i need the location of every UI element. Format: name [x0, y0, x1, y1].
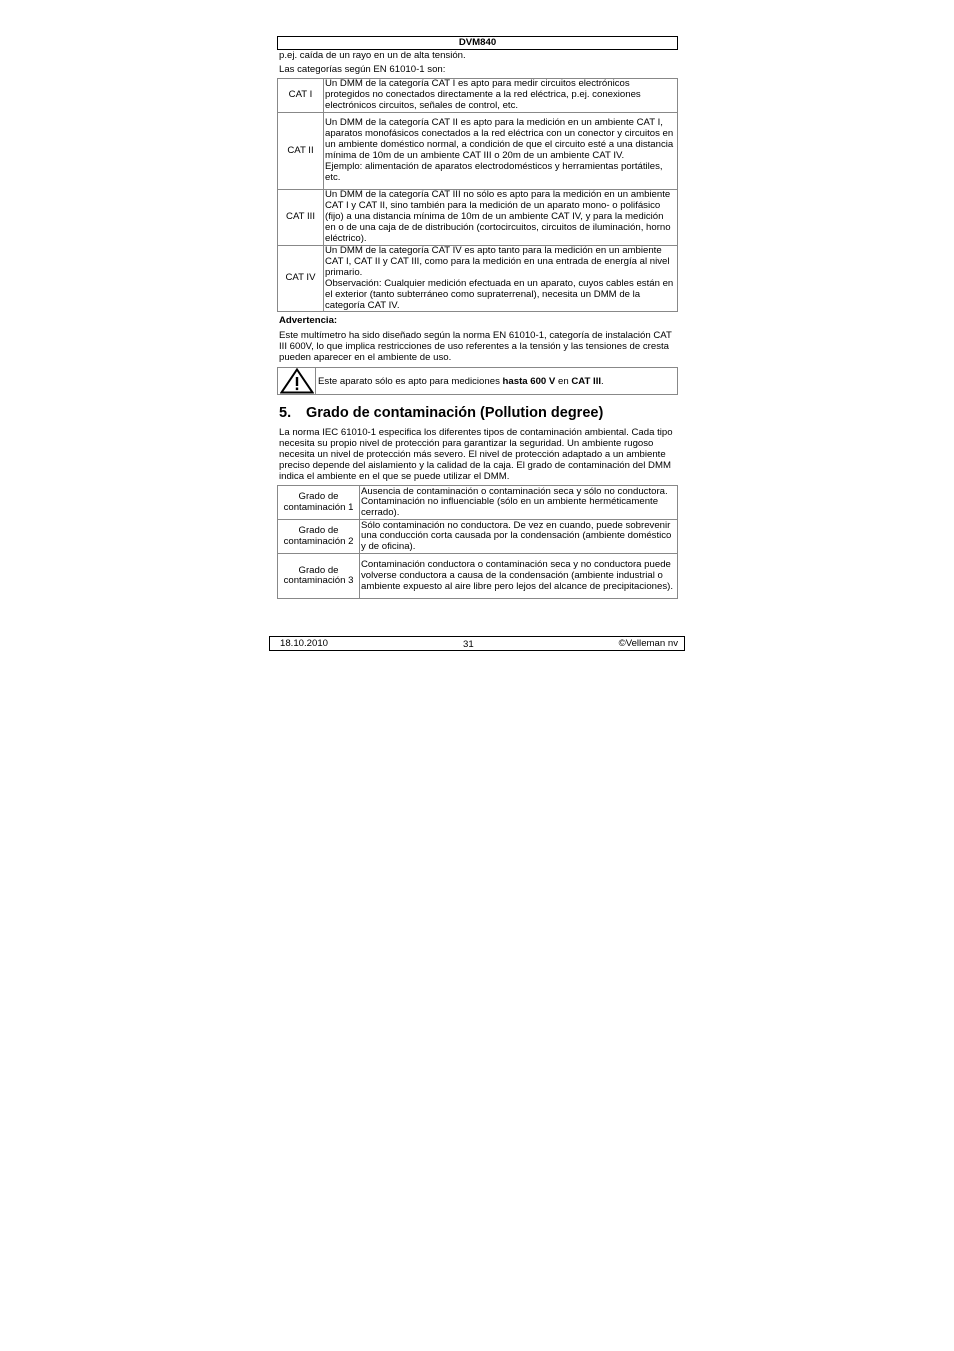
warning-box-text: Este aparato sólo es apto para mediciones hasta 600 V en CAT III. [318, 375, 604, 387]
pollution-label: Grado de contaminación 3 [278, 554, 360, 599]
intro-line-1: p.ej. caída de un rayo en un de alta tensión. [279, 50, 466, 61]
section-5-body: La norma IEC 61010-1 especifica los diferentes tipos de contaminación ambiental. Cada tipo necesita su propio nivel de protección para garantizar la seguridad. Un ambiente rugoso necesita un nivel de protección más severo. El nivel de protección adaptado a un ambiente preciso depende del aislamiento y la calidad de la caja. El grado de contaminación del DMM indica el ambiente en el que se puede utilizar el DMM. [279, 427, 673, 483]
category-description-cell [324, 113, 678, 190]
category-label: CAT III [278, 190, 324, 246]
category-description-cell [324, 246, 678, 312]
category-description: Un DMM de la categoría CAT II es apto para la medición en un ambiente CAT I, aparatos monofásicos conectados a la red eléctrica con un conector y circuitos en un ambiente doméstico normal, a condición de que el circuito esté a una distancia mínima de 10m de un ambiente CAT III o 20m de un ambiente CAT IV. [325, 117, 674, 161]
page-number: 31 [463, 639, 474, 650]
pollution-description: Sólo contaminación no conductora. De vez en cuando, puede sobrevenir una conducción corta causada por la condensación (ambiente doméstico y de oficina). [360, 520, 678, 554]
table-row [278, 486, 678, 520]
category-description: Un DMM de la categoría CAT I es apto para medir circuitos electrónicos protegidos no conectados directamente a la red eléctrica, p.ej. conexiones electrónicos circuitos, señales de control, etc. [324, 79, 678, 113]
warning-triangle-icon [278, 368, 316, 394]
category-label: CAT I [278, 79, 324, 113]
category-description: Un DMM de la categoría CAT III no sólo es apto para la medición en un ambiente CAT I y CAT II, sino también para la medición de un aparato mono- o polifásico (fijo) a una distancia mínima de 10m de un ambiente CAT IV, y para la medición en o de una caja de de distribución (cortocircuitos, circuitos de iluminación, horno eléctrico). [324, 190, 678, 246]
category-observation: Observación: Cualquier medición efectuada en un aparato, cuyos cables están en el exterior (tanto subterráneo como supraterrenal), necesita un DMM de la categoría CAT IV. [325, 277, 674, 311]
table-row [278, 554, 678, 599]
category-table [277, 78, 678, 312]
warning-body: Este multímetro ha sido diseñado según la norma EN 61010-1, categoría de instalación CAT III 600V, lo que implica restricciones de uso referentes a la tensión y las tensiones de cresta pueden aparecer en el ambiente de uso. [279, 330, 672, 364]
pollution-table [277, 485, 678, 599]
pollution-label: Grado de contaminación 1 [278, 486, 360, 520]
manual-page [277, 36, 678, 599]
category-example: Ejemplo: alimentación de aparatos electrodomésticos y herramientas portátiles, etc. [325, 160, 663, 183]
table-row [278, 246, 678, 312]
intro-line-2: Las categorías según EN 61010-1 son: [279, 64, 446, 75]
pollution-label: Grado de contaminación 2 [278, 520, 360, 554]
table-row [278, 79, 678, 113]
category-description: Un DMM de la categoría CAT IV es apto tanto para la medición en un ambiente CAT I, CAT II y CAT III, como para la medición en una entrada de energía al nivel primario. [325, 245, 670, 278]
pollution-description: Contaminación conductora o contaminación seca y no conductora puede volverse conductora a causa de la condensación (ambiente industrial o ambiente expuesto al aire libre pero lejos del alcance de precipitaciones). [360, 554, 678, 599]
footer-date: 18.10.2010 [280, 638, 329, 649]
pollution-description: Ausencia de contaminación o contaminación seca y sólo no conductora. Contaminación no influenciable (sólo en un ambiente herméticamente cerrado). [360, 486, 678, 520]
section-5-heading: 5. Grado de contaminación (Pollution degree) [279, 405, 604, 422]
table-row [278, 190, 678, 246]
page-header: DVM840 [277, 36, 678, 50]
page-footer [269, 636, 685, 651]
table-row [278, 520, 678, 554]
category-label: CAT II [278, 113, 324, 190]
category-label: CAT IV [278, 246, 324, 312]
warning-box [277, 367, 678, 395]
table-row [278, 113, 678, 190]
footer-copyright: ©Velleman nv [618, 638, 678, 649]
warning-title: Advertencia: [279, 315, 338, 327]
